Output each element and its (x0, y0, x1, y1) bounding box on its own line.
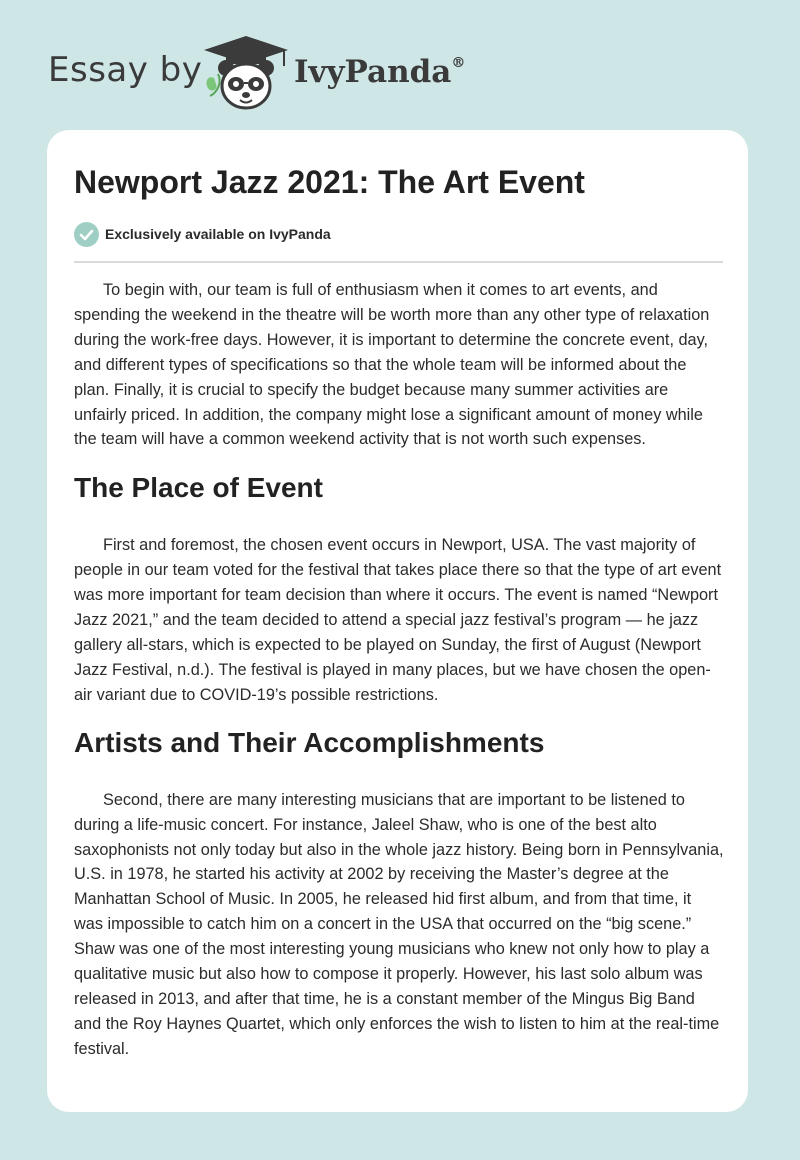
brand-name[interactable] (294, 54, 465, 90)
essay-by-label: Essay by (48, 50, 203, 90)
section-paragraph-artists: Second, there are many interesting musicians that are important to be listened to during a life-music concert. For instance, Jaleel Shaw, who is one of the best alto saxophonists not only today but also in the whole jazz history. Being born in Pennsylvania, U.S. in 1978, he started his activity at 2002 by receiving the Master’s degree at the Manhattan School of Music. In 2005, he released hid first album, and from that time, it was impossible to catch him on a concert in the USA that occurred on the “big scene.” Shaw was one of the most interesting young musicians who knew not only how to play a qualitative music but also how to compose it properly. However, his last solo album was released in 2013, and after that time, he is a constant member of the Mingus Big Band and the Roy Haynes Quartet, which only enforces the wish to listen to him at the real-time festival. (74, 790, 724, 1058)
essay-body (74, 278, 724, 1062)
registered-mark: ® (451, 54, 466, 71)
panda-logo-icon[interactable] (200, 34, 292, 110)
site-header (0, 0, 800, 130)
essay-card (47, 130, 748, 1112)
page-title: Newport Jazz 2021: The Art Event (74, 164, 585, 200)
brand-name-text: IvyPanda (294, 54, 452, 90)
check-circle-icon (74, 222, 99, 247)
exclusive-label: Exclusively available on IvyPanda (105, 226, 331, 242)
exclusive-badge (74, 221, 331, 247)
section-heading-place: The Place of Event (74, 472, 323, 504)
section-heading-artists: Artists and Their Accomplishments (74, 726, 545, 758)
intro-paragraph: To begin with, our team is full of enthusiasm when it comes to art events, and spending the weekend in the theatre will be worth more than any other type of relaxation during the work-free days. However, it is important to determine the concrete event, day, and different types of specifications so that the whole team will be informed about the plan. Finally, it is crucial to specify the budget because many summer activities are unfairly priced. In addition, the company might lose a significant amount of money while the team will have a common weekend activity that is not worth such expenses. (74, 281, 710, 449)
title-divider (74, 261, 723, 263)
section-paragraph-place: First and foremost, the chosen event occurs in Newport, USA. The vast majority of people in our team voted for the festival that takes place there so that the type of art event was more important for team decision than where it occurs. The event is named “Newport Jazz 2021,” and the team decided to attend a special jazz festival’s program — he jazz gallery all-stars, which is expected to be played on Sunday, the first of August (Newport Jazz Festival, n.d.). The festival is played in many places, but we have chosen the open-air variant due to COVID-19’s possible restrictions. (74, 536, 722, 704)
